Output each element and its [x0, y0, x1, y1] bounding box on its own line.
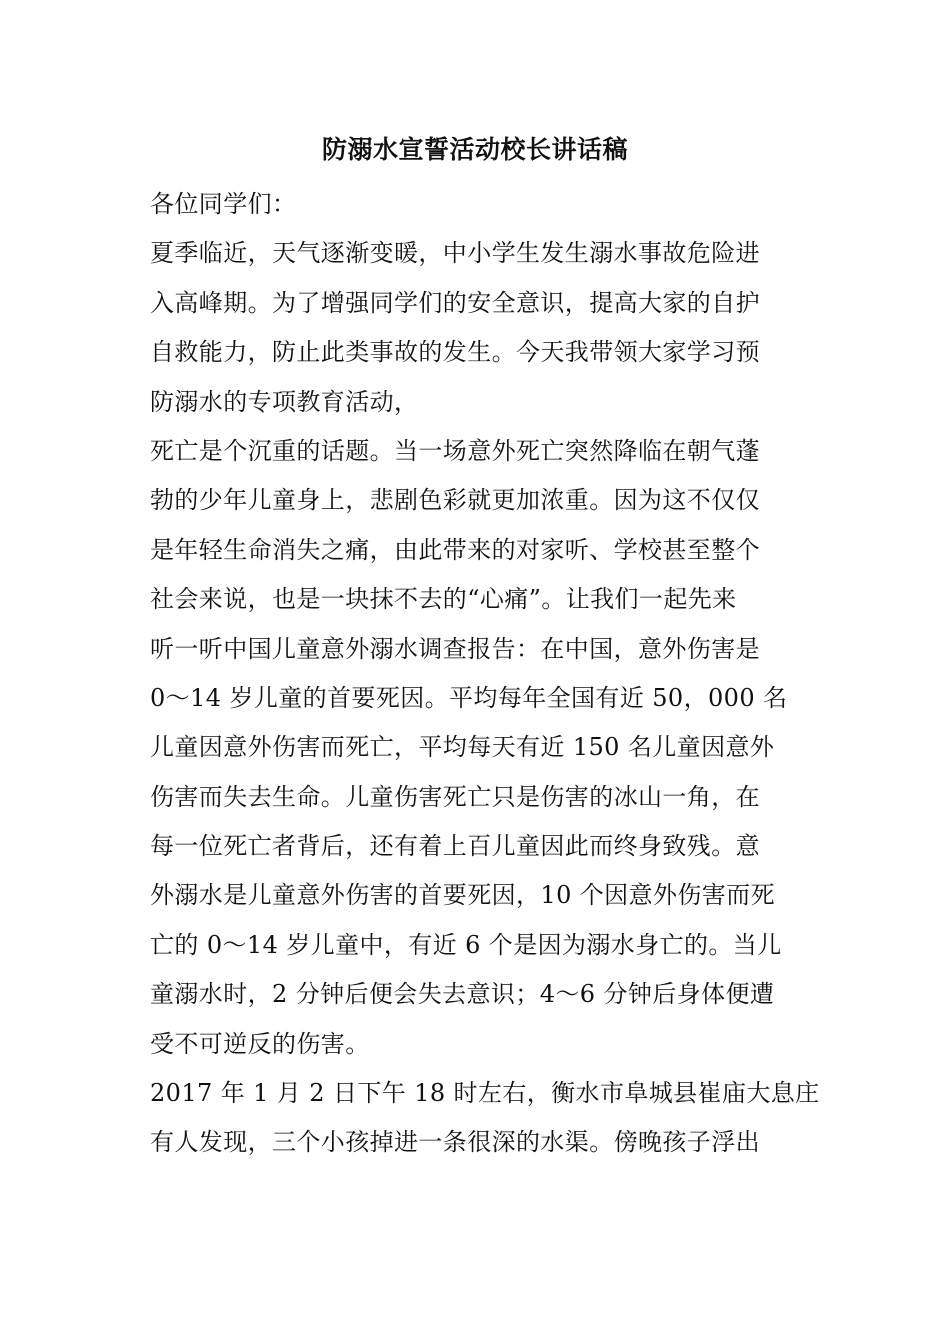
- paragraph-line: 死亡是个沉重的话题。当一场意外死亡突然降临在朝气蓬: [150, 436, 760, 465]
- paragraph-line: 0～14 岁儿童的首要死因。平均每年全国有近 50，000 名: [150, 683, 788, 712]
- greeting-line: 各位同学们：: [150, 190, 297, 218]
- document-title: 防溺水宣誓活动校长讲话稿: [321, 135, 628, 164]
- paragraph-line: 防溺水的专项教育活动，: [150, 387, 419, 416]
- paragraph-line: 儿童因意外伤害而死亡，平均每天有近 150 名儿童因意外: [150, 733, 775, 762]
- paragraph-line: 有人发现，三个小孩掉进一条很深的水渠。傍晚孩子浮出: [150, 1128, 760, 1157]
- paragraph-line: 亡的 0～14 岁儿童中，有近 6 个是因为溺水身亡的。当儿: [150, 930, 782, 959]
- paragraph-line: 勃的少年儿童身上，悲剧色彩就更加浓重。因为这不仅仅: [150, 486, 760, 515]
- paragraph-line: 童溺水时，2 分钟后便会失去意识；4～6 分钟后身体便遭: [150, 980, 775, 1009]
- paragraph-line: 自救能力，防止此类事故的发生。今天我带领大家学习预: [150, 338, 760, 367]
- paragraph-line: 是年轻生命消失之痛，由此带来的对家听、学校甚至整个: [150, 535, 760, 564]
- paragraph-line: 听一听中国儿童意外溺水调查报告：在中国，意外伤害是: [150, 634, 760, 663]
- paragraph-line: 夏季临近，天气逐渐变暖，中小学生发生溺水事故危险进: [150, 239, 760, 268]
- paragraph-line: 外溺水是儿童意外伤害的首要死因，10 个因意外伤害而死: [150, 881, 775, 910]
- paragraph-line: 受不可逆反的伤害。: [150, 1029, 370, 1058]
- paragraph-line: 入高峰期。为了增强同学们的安全意识，提高大家的自护: [150, 288, 760, 317]
- paragraph-line: 2017 年 1 月 2 日下午 18 时左右，衡水市阜城县崔庙大息庄: [150, 1079, 820, 1108]
- paragraph-line: 每一位死亡者背后，还有着上百儿童因此而终身致残。意: [150, 832, 760, 861]
- paragraph-line: 社会来说，也是一块抹不去的“心痛”。让我们一起先来: [150, 585, 737, 614]
- document-body: [150, 180, 820, 1168]
- paragraph-line: 伤害而失去生命。儿童伤害死亡只是伤害的冰山一角，在: [150, 782, 760, 811]
